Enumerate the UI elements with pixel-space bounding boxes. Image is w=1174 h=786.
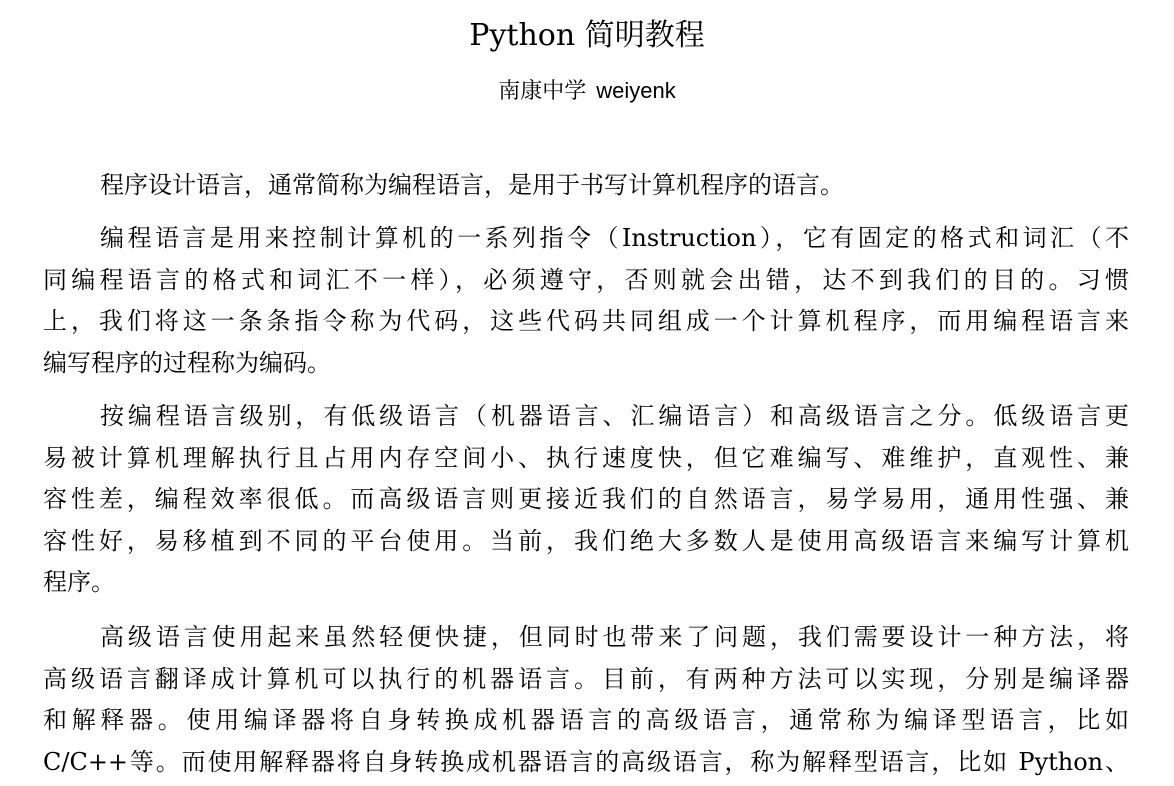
school-name: 南康中学	[498, 79, 587, 104]
paragraph-line: 上，我们将这一条条指令称为代码，这些代码共同组成一个计算机程序，而用编程语言来	[43, 307, 1129, 335]
paragraph-line: 按编程语言级别，有低级语言（机器语言、汇编语言）和高级语言之分。低级语言更	[100, 402, 1129, 430]
paragraph-line: 和解释器。使用编译器将自身转换成机器语言的高级语言，通常称为编译型语言，比如	[43, 706, 1129, 734]
document-subtitle	[0, 74, 1174, 109]
paragraph-line: 同编程语言的格式和词汇不一样），必须遵守，否则就会出错，达不到我们的目的。习惯	[43, 265, 1129, 294]
author-name: weiyenk	[596, 78, 676, 103]
paragraph-line: 易被计算机理解执行且占用内存空间小、执行速度快，但它难编写、难维护，直观性、兼	[43, 443, 1129, 472]
paragraph-line: 程序设计语言，通常简称为编程语言，是用于书写计算机程序的语言。	[100, 171, 844, 199]
paragraph-line: C/C++等。而使用解释器将自身转换成机器语言的高级语言，称为解释型语言，比如 Python、	[43, 747, 1129, 776]
paragraph-line: 高级语言翻译成计算机可以执行的机器语言。目前，有两种方法可以实现，分别是编译器	[43, 664, 1129, 693]
paragraph-line: 容性好，易移植到不同的平台使用。当前，我们绝大多数人是使用高级语言来编写计算机	[43, 526, 1129, 555]
paragraph-line: 高级语言使用起来虽然轻便快捷，但同时也带来了问题，我们需要设计一种方法，将	[100, 623, 1129, 651]
paragraph-1	[43, 165, 1129, 207]
document-title: Python 简明教程	[469, 18, 705, 53]
paragraph-line: 容性差，编程效率很低。而高级语言则更接近我们的自然语言，易学易用，通用性强、兼	[43, 485, 1129, 513]
paragraph-line: 编程语言是用来控制计算机的一系列指令（Instruction），它有固定的格式和词汇（不	[100, 224, 1129, 252]
paragraph-line: 编写程序的过程称为编码。	[43, 348, 331, 377]
paragraph-4	[43, 617, 1129, 783]
paragraph-2	[43, 218, 1129, 384]
paragraph-3	[43, 396, 1129, 604]
paragraph-line: 程序。	[43, 568, 115, 596]
